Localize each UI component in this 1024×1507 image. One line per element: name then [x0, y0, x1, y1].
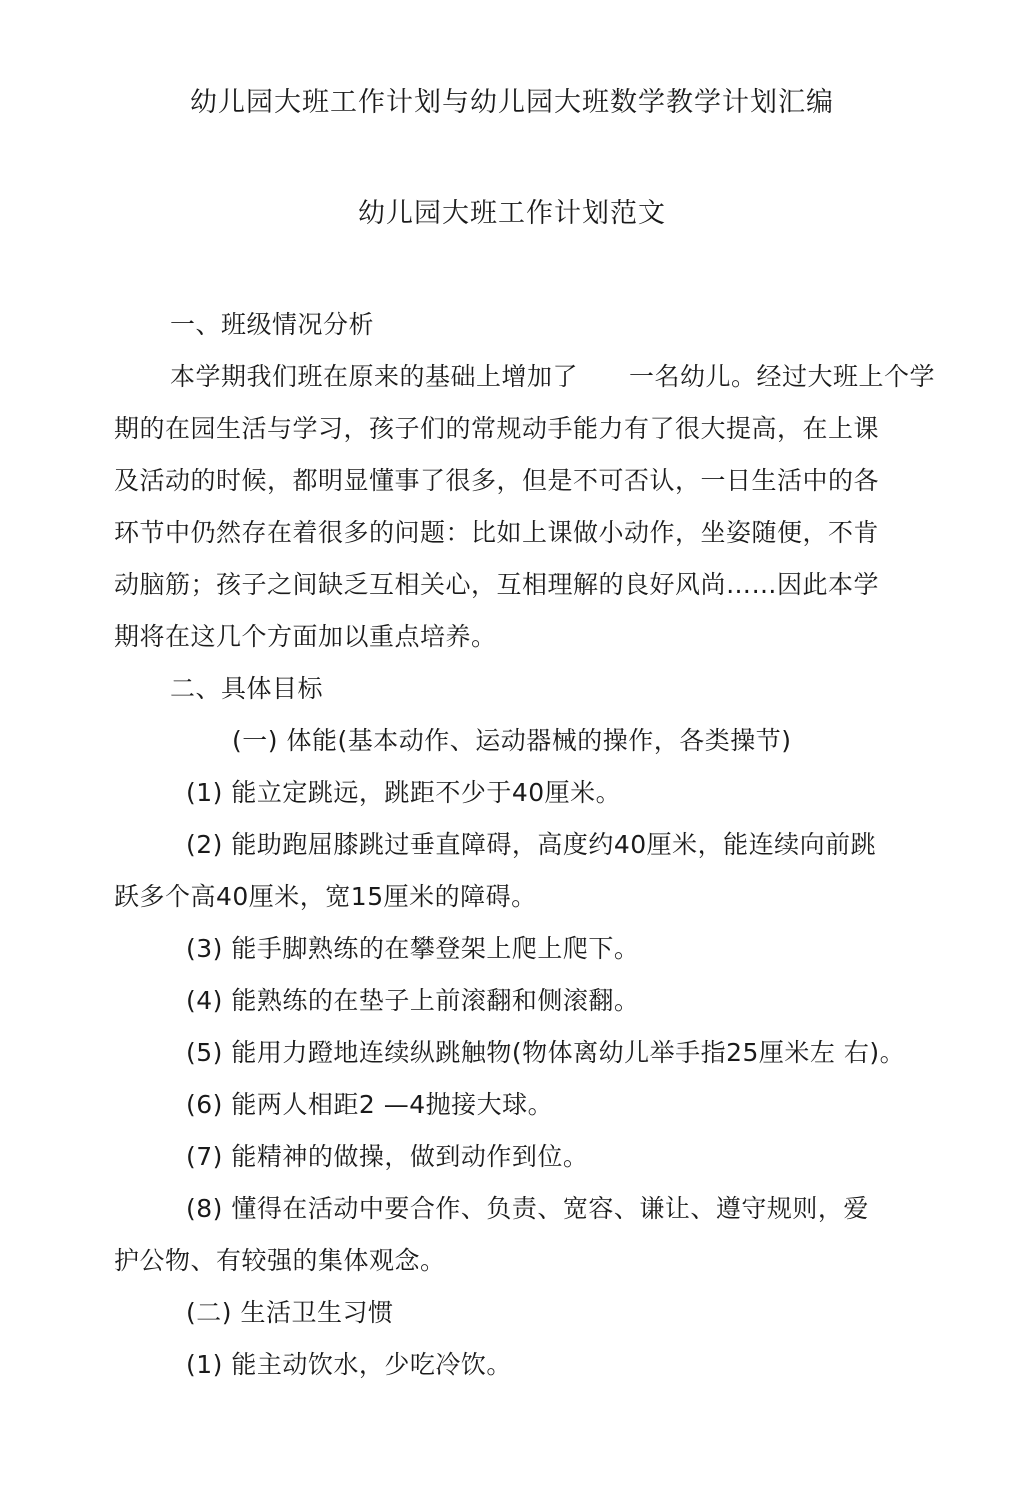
- list-item: (6) 能两人相距2 —4抛接大球。: [186, 1090, 554, 1119]
- list-item: (1) 能主动饮水，少吃冷饮。: [186, 1350, 512, 1379]
- list-item: (5) 能用力蹬地连续纵跳触物(物体离幼儿举手指25厘米左 右)。: [186, 1038, 906, 1067]
- paragraph-line: 本学期我们班在原来的基础上增加了 一名幼儿。经过大班上个学: [170, 362, 936, 391]
- list-item: (4) 能熟练的在垫子上前滚翻和侧滚翻。: [186, 986, 640, 1015]
- paragraph-line: 环节中仍然存在着很多的问题：比如上课做小动作，坐姿随便，不肯: [114, 518, 880, 547]
- list-item: (8) 懂得在活动中要合作、负责、宽容、谦让、遵守规则，爱: [186, 1194, 869, 1223]
- paragraph-line: 期的在园生活与学习，孩子们的常规动手能力有了很大提高，在上课: [114, 414, 880, 443]
- paragraph-line: 动脑筋；孩子之间缺乏互相关心，互相理解的良好风尚……因此本学: [114, 570, 880, 599]
- document-sub-title: 幼儿园大班工作计划范文: [358, 198, 666, 229]
- list-item: (1) 能立定跳远，跳距不少于40厘米。: [186, 778, 622, 807]
- list-item-continuation: 护公物、有较强的集体观念。: [114, 1246, 446, 1275]
- list-item: (2) 能助跑屈膝跳过垂直障碍，高度约40厘米，能连续向前跳: [186, 830, 877, 859]
- subsection-heading-physical: (一) 体能(基本动作、运动器械的操作，各类操节): [232, 726, 792, 755]
- subsection-heading-hygiene: (二) 生活卫生习惯: [186, 1298, 394, 1327]
- paragraph-line: 期将在这几个方面加以重点培养。: [114, 622, 497, 651]
- list-item: (3) 能手脚熟练的在攀登架上爬上爬下。: [186, 934, 640, 963]
- document-main-title: 幼儿园大班工作计划与幼儿园大班数学教学计划汇编: [190, 87, 834, 118]
- list-item: (7) 能精神的做操，做到动作到位。: [186, 1142, 589, 1171]
- list-item-continuation: 跃多个高40厘米，宽15厘米的障碍。: [114, 882, 537, 911]
- paragraph-line: 及活动的时候，都明显懂事了很多，但是不可否认，一日生活中的各: [114, 466, 880, 495]
- section-heading-class-analysis: 一、班级情况分析: [170, 310, 375, 339]
- section-heading-goals: 二、具体目标: [170, 674, 324, 703]
